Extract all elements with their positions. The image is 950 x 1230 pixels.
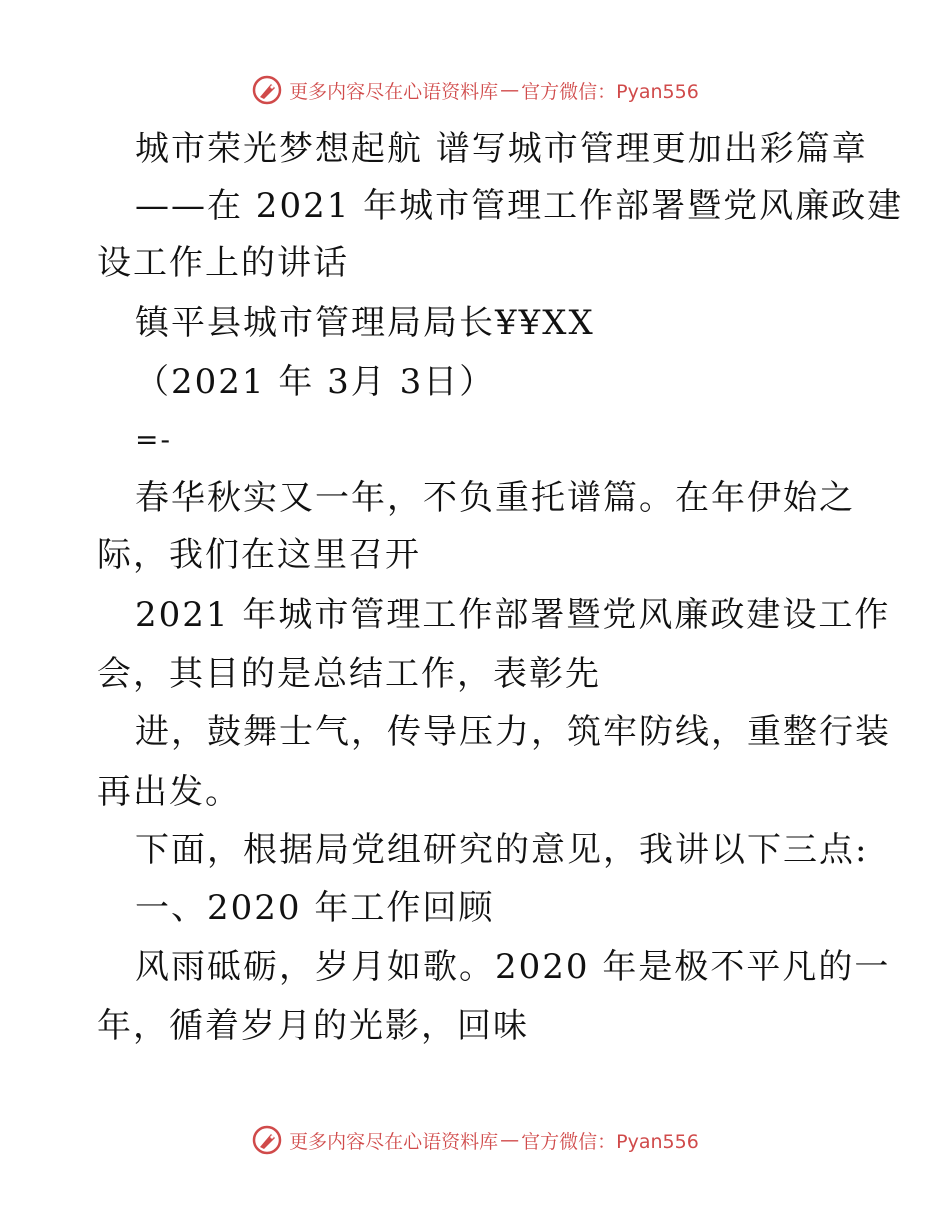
header-watermark bbox=[0, 70, 950, 110]
section-mark: =- bbox=[135, 423, 172, 456]
paragraph-line: 际，我们在这里召开 bbox=[97, 535, 421, 575]
paragraph-line: 春华秋实又一年，不负重托谱篇。在年伊始之 bbox=[135, 478, 855, 518]
footer-watermark bbox=[0, 1120, 950, 1160]
paragraph-line: 会，其目的是总结工作，表彰先 bbox=[97, 654, 601, 694]
watermark-main-text: 更多内容尽在心语资料库 bbox=[289, 1130, 499, 1153]
pen-nib-icon bbox=[251, 74, 283, 106]
document-subtitle-line-1: ——在 2021 年城市管理工作部署暨党风廉政建 bbox=[135, 186, 904, 226]
paragraph-line: 风雨砥砺，岁月如歌。2020 年是极不平凡的一 bbox=[135, 947, 891, 987]
section-heading: 一、2020 年工作回顾 bbox=[135, 888, 495, 928]
pen-nib-icon bbox=[251, 1124, 283, 1156]
document-title: 城市荣光梦想起航 谱写城市管理更加出彩篇章 bbox=[135, 129, 868, 169]
watermark-separator: — bbox=[500, 1129, 520, 1151]
paragraph-line: 2021 年城市管理工作部署暨党风廉政建设工作 bbox=[135, 595, 891, 635]
document-date: （2021 年 3月 3日） bbox=[135, 362, 496, 402]
watermark-main-text: 更多内容尽在心语资料库 bbox=[289, 80, 499, 103]
paragraph-line: 下面，根据局党组研究的意见，我讲以下三点: bbox=[135, 830, 869, 870]
watermark-wechat-text: 官方微信：Pyan556 bbox=[521, 1130, 699, 1153]
document-subtitle-line-2: 设工作上的讲话 bbox=[97, 243, 349, 283]
document-author: 镇平县城市管理局局长¥¥XX bbox=[135, 303, 595, 343]
watermark-separator: — bbox=[500, 79, 520, 101]
paragraph-line: 进，鼓舞士气，传导压力，筑牢防线，重整行装 bbox=[135, 712, 891, 752]
paragraph-line: 再出发。 bbox=[97, 772, 241, 812]
watermark-wechat-text: 官方微信：Pyan556 bbox=[521, 80, 699, 103]
paragraph-line: 年，循着岁月的光影，回味 bbox=[97, 1006, 529, 1046]
